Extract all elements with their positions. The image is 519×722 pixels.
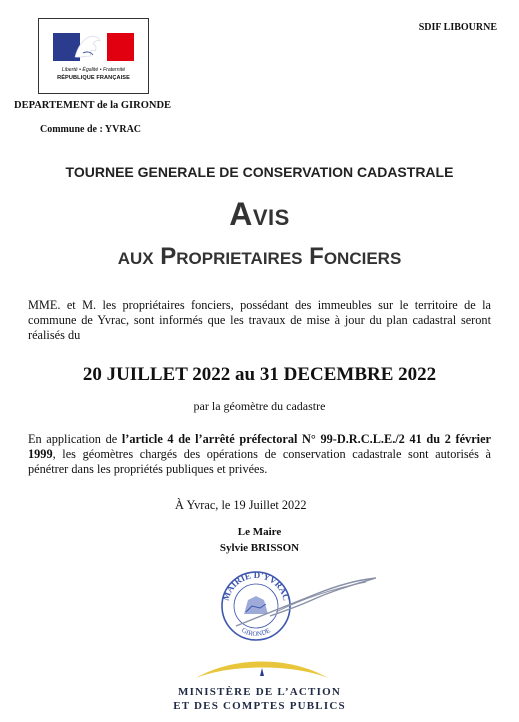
stamp-bottom-text: GIRONDE <box>240 626 272 639</box>
ministry-logo-arc <box>194 654 330 680</box>
logo-motto: Liberté • Égalité • Fraternité <box>61 67 126 73</box>
commune-label: Commune de : YVRAC <box>40 124 142 135</box>
application-suffix: , les géomètres chargés des opérations de conservation cadastrale sont autorisés à pénétrer dans les propriétés publiques et privées. <box>28 447 491 476</box>
signatory-title: Le Maire <box>237 526 282 538</box>
mairie-stamp-signature <box>216 566 386 646</box>
application-prefix: En application de <box>28 432 122 446</box>
department-label: DEPARTEMENT de la GIRONDE <box>14 100 172 111</box>
place-date: À Yvrac, le 19 Juillet 2022 <box>175 498 307 512</box>
republique-francaise-logo <box>38 18 149 94</box>
stamp-top-text: MAIRIE D'YVRAC <box>220 569 292 602</box>
notice-subtitle: aux Proprietaires Fonciers <box>117 243 402 270</box>
ministry-line-2: ET DES COMPTES PUBLICS <box>173 700 346 712</box>
office-label: SDIF LIBOURNE <box>418 22 497 33</box>
geometre-line: par la géomètre du cadastre <box>193 399 326 413</box>
work-dates: 20 JUILLET 2022 au 31 DECEMBRE 2022 <box>82 364 437 385</box>
logo-republic: RÉPUBLIQUE FRANÇAISE <box>57 75 130 81</box>
signatory-name: Sylvie BRISSON <box>219 542 300 554</box>
intro-paragraph: MME. et M. les propriétaires fonciers, possédant des immeubles sur le territoire de la commune de Yvrac, sont informés que les travaux de mise à jour du plan cadastral seront réalisés du <box>28 298 491 342</box>
application-paragraph <box>28 432 491 477</box>
application-reference: l’article 4 de l’arrêté préfectoral N° 99-D.R.C.L.E./2 41 du 2 février 1999 <box>28 432 491 461</box>
notice-title: Avis <box>229 196 290 232</box>
ministry-line-1: MINISTÈRE DE L’ACTION <box>178 686 341 698</box>
marianne-flag-icon <box>53 31 134 63</box>
notice-heading: TOURNEE GENERALE DE CONSERVATION CADASTRALE <box>65 164 454 180</box>
